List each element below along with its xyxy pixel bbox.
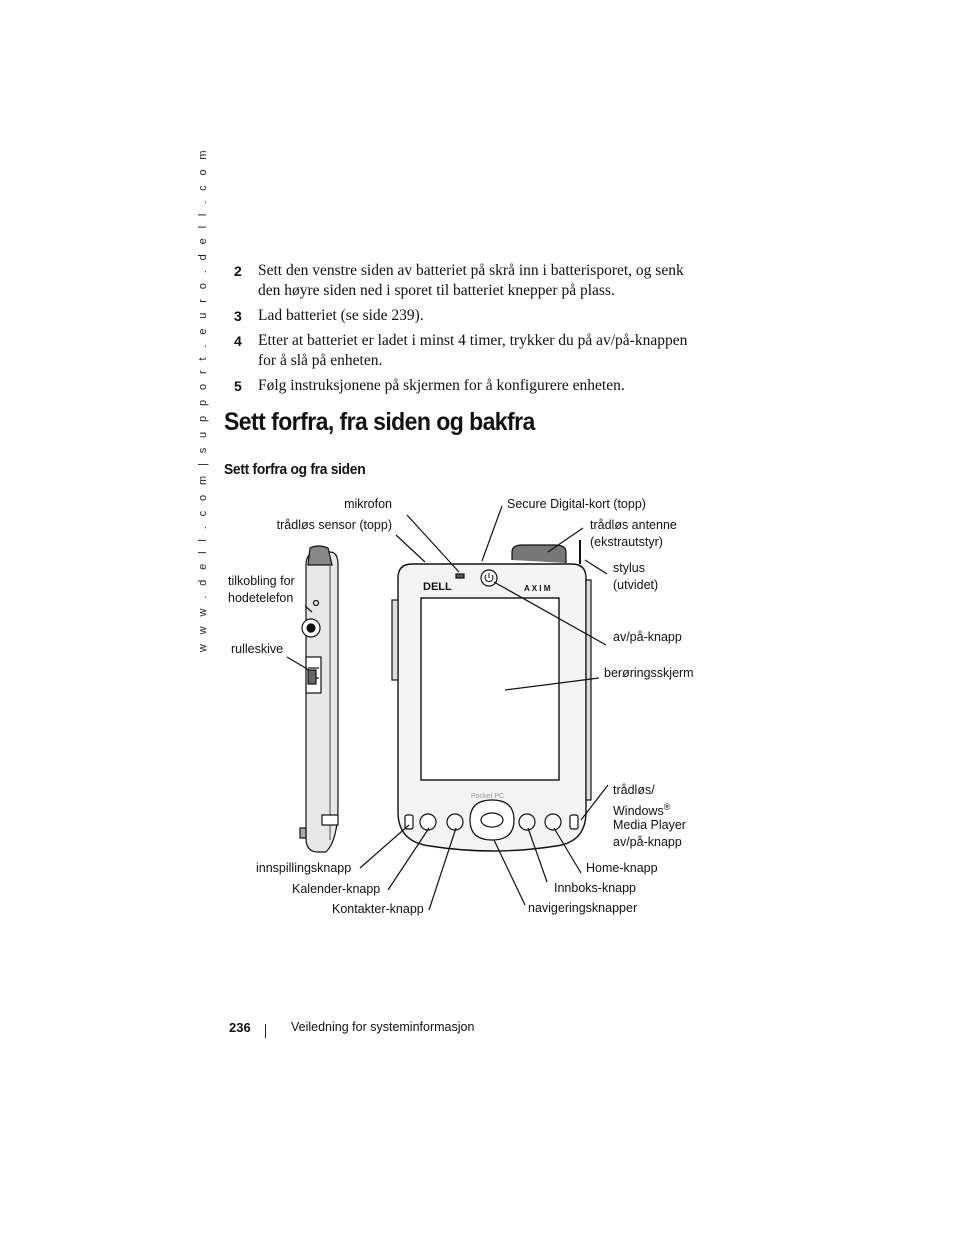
label-antenna-1: trådløs antenne bbox=[590, 518, 677, 532]
label-home-button: Home-knapp bbox=[586, 861, 658, 875]
label-mikrofon: mikrofon bbox=[344, 497, 392, 511]
step-number: 5 bbox=[234, 378, 242, 394]
device-model: A X I M bbox=[524, 584, 551, 593]
footer-separator bbox=[265, 1024, 266, 1038]
wireless-antenna bbox=[512, 545, 566, 563]
touchscreen bbox=[421, 598, 559, 780]
step-number: 3 bbox=[234, 308, 242, 324]
label-touchscreen: berøringsskjerm bbox=[604, 666, 694, 680]
label-contacts-button: Kontakter-knapp bbox=[332, 902, 424, 916]
step-text: Lad batteriet (se side 239). bbox=[258, 307, 424, 324]
label-headphone-2: hodetelefon bbox=[228, 591, 294, 605]
page-number: 236 bbox=[229, 1020, 251, 1035]
sidebar-url-text: w w w . d e l l . c o m | s u p p o r t . e u r o . d e l l . c o m bbox=[197, 146, 209, 653]
label-inbox-button: Innboks-knapp bbox=[554, 881, 637, 895]
step-number: 2 bbox=[234, 263, 242, 279]
label-stylus-2: (utvidet) bbox=[613, 578, 659, 592]
label-wmp-4: av/på-knapp bbox=[613, 835, 682, 849]
label-calendar-button: Kalender-knapp bbox=[292, 882, 381, 896]
section-subheading: Sett forfra og fra siden bbox=[224, 461, 366, 478]
label-wmp-3: Media Player bbox=[613, 818, 686, 832]
step-text: Etter at batteriet er ladet i minst 4 timer, trykker du på av/på-knappen for å slå på enheten. bbox=[258, 332, 688, 369]
side-view-body bbox=[306, 552, 338, 852]
step-number: 4 bbox=[234, 333, 242, 349]
label-power-button: av/på-knapp bbox=[613, 630, 682, 644]
device-brand: DELL bbox=[423, 581, 452, 593]
label-stylus-1: stylus bbox=[613, 561, 645, 575]
step-text: Følg instruksjonene på skjermen for å konfigurere enheten. bbox=[258, 377, 625, 394]
label-record-button: innspillingsknapp bbox=[256, 861, 352, 875]
device-screen-text: Pocket PC bbox=[471, 793, 505, 800]
label-sd-card: Secure Digital-kort (topp) bbox=[507, 497, 646, 511]
label-wmp-2-text: Windows bbox=[613, 804, 664, 819]
label-nav-buttons: navigeringsknapper bbox=[528, 901, 638, 915]
page-footer bbox=[0, 1020, 954, 1040]
footer-title: Veiledning for systeminformasjon bbox=[291, 1020, 475, 1034]
label-antenna-2: (ekstrautstyr) bbox=[590, 535, 663, 549]
label-wireless-sensor: trådløs sensor (topp) bbox=[276, 518, 392, 532]
step-text: Sett den venstre siden av batteriet på skrå inn i batterisporet, og senk den høyre siden ned i sporet til batteriet knepper på plass. bbox=[258, 262, 684, 299]
section-heading: Sett forfra, fra siden og bakfra bbox=[224, 408, 535, 436]
label-wmp-1: trådløs/ bbox=[613, 783, 655, 797]
label-wmp-reg: ® bbox=[663, 802, 671, 812]
label-headphone-1: tilkobling for bbox=[228, 574, 295, 588]
label-scroll-wheel: rulleskive bbox=[231, 642, 284, 656]
